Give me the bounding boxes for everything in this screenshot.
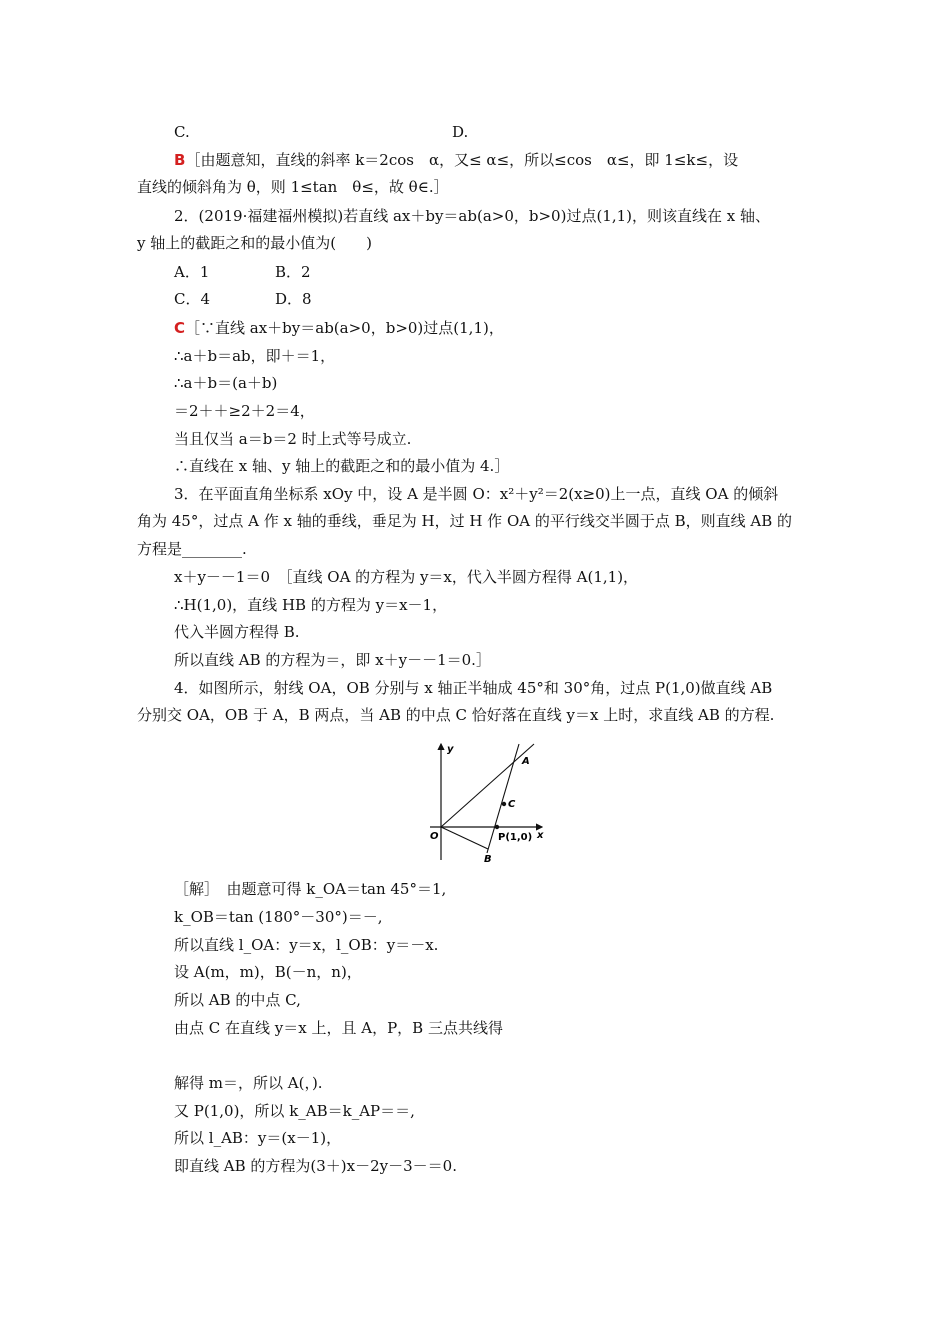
q2-solution-line6: ∴直线在 x 轴、y 轴上的截距之和的最小值为 4.］: [174, 457, 510, 475]
answer-letter: B: [174, 151, 186, 169]
q3-solution-line3: 代入半圆方程得 B.: [174, 623, 300, 641]
q3-solution-line2: ∴H(1,0)，直线 HB 的方程为 y＝x－1，: [174, 596, 448, 614]
q4-solution-line9: 所以 l_AB：y＝(x－1)，: [174, 1129, 342, 1147]
q4-solution-line1: ［解］ 由题意可得 k_OA＝tan 45°＝1,: [174, 880, 447, 898]
q3-solution-line1: x＋y－－1＝0 ［直线 OA 的方程为 y＝x，代入半圆方程得 A(1,1)，: [174, 568, 639, 586]
q3-solution-line4: 所以直线 AB 的方程为＝，即 x＋y－－1＝0.］: [174, 651, 491, 669]
point-p: [495, 825, 499, 829]
answer-letter: C: [174, 319, 186, 337]
q4-solution-line3: 所以直线 l_OA：y＝x，l_OB：y＝－x.: [174, 936, 439, 954]
q4-solution-line7: 解得 m＝，所以 A(，).: [174, 1074, 323, 1092]
q2-solution-line4: ＝2＋＋≥2＋2＝4，: [174, 402, 315, 420]
label-a: A: [522, 756, 530, 767]
q3-stem-line2: 角为 45°，过点 A 作 x 轴的垂线，垂足为 H，过 H 作 OA 的平行线交半圆于点 B，则直线 AB 的: [137, 512, 793, 530]
q2-option-b: B．2: [275, 263, 311, 281]
q1-solution-line1: [174, 149, 738, 171]
q1-solution-line2: 直线的倾斜角为 θ，则 1≤tan θ≤，故 θ∈.］: [137, 178, 449, 196]
q4-solution-line6: 由点 C 在直线 y＝x 上，且 A，P，B 三点共线得: [174, 1019, 503, 1037]
q4-solution-line5: 所以 AB 的中点 C,: [174, 991, 301, 1009]
solution-text: ［由题意知，直线的斜率 k＝2cos α，又≤ α≤，所以≤cos α≤，即 1≤k≤，设: [185, 151, 739, 169]
q4-stem-line1: 4．如图所示，射线 OA，OB 分别与 x 轴正半轴成 45°和 30°角，过点 P(1,0)做直线 AB: [174, 679, 773, 697]
ray-oa: [441, 744, 534, 827]
q4-stem-line2: 分别交 OA，OB 于 A，B 两点，当 AB 的中点 C 恰好落在直线 y＝x 上时，求直线 AB 的方程.: [137, 706, 775, 724]
option-c: C.: [174, 123, 190, 141]
q2-option-c: C．4: [174, 290, 211, 308]
q2-solution-line2: ∴a＋b＝ab，即＋＝1，: [174, 347, 336, 365]
q3-stem-line3: 方程是________.: [137, 540, 247, 558]
q2-solution-line1: [174, 317, 504, 339]
label-x: x: [537, 830, 544, 841]
label-c: C: [508, 799, 516, 810]
q4-solution-line4: 设 A(m，m)，B(－n，n)，: [174, 963, 362, 981]
label-p: P(1,0): [498, 832, 533, 843]
ray-ob: [441, 827, 488, 849]
q2-solution-line5: 当且仅当 a＝b＝2 时上式等号成立.: [174, 430, 412, 448]
q2-option-a: A．1: [174, 263, 210, 281]
q2-stem-line2: y 轴上的截距之和的最小值为( ): [137, 234, 372, 252]
q2-stem-line1: 2．(2019·福建福州模拟)若直线 ax＋by＝ab(a>0，b>0)过点(1,1)，则该直线在 x 轴、: [174, 207, 771, 225]
label-y: y: [447, 744, 454, 755]
point-c: [502, 802, 506, 806]
label-o: O: [430, 831, 439, 842]
q2-solution-line3: ∴a＋b＝(a＋b): [174, 374, 278, 392]
q4-solution-line8: 又 P(1,0)，所以 k_AB＝k_AP＝＝,: [174, 1102, 415, 1120]
q3-stem-line1: 3．在平面直角坐标系 xOy 中，设 A 是半圆 O：x²＋y²＝2(x≥0)上一点，直线 OA 的倾斜: [174, 485, 779, 503]
q4-figure: [418, 738, 558, 868]
option-d: D.: [452, 123, 469, 141]
q4-solution-line2: k_OB＝tan (180°－30°)＝－,: [174, 908, 383, 926]
label-b: B: [484, 854, 492, 865]
q4-solution-line10: 即直线 AB 的方程为(3＋)x－2y－3－＝0.: [174, 1157, 457, 1175]
solution-text: ［∵直线 ax＋by＝ab(a>0，b>0)过点(1,1)，: [185, 319, 504, 337]
q2-option-d: D．8: [275, 290, 312, 308]
